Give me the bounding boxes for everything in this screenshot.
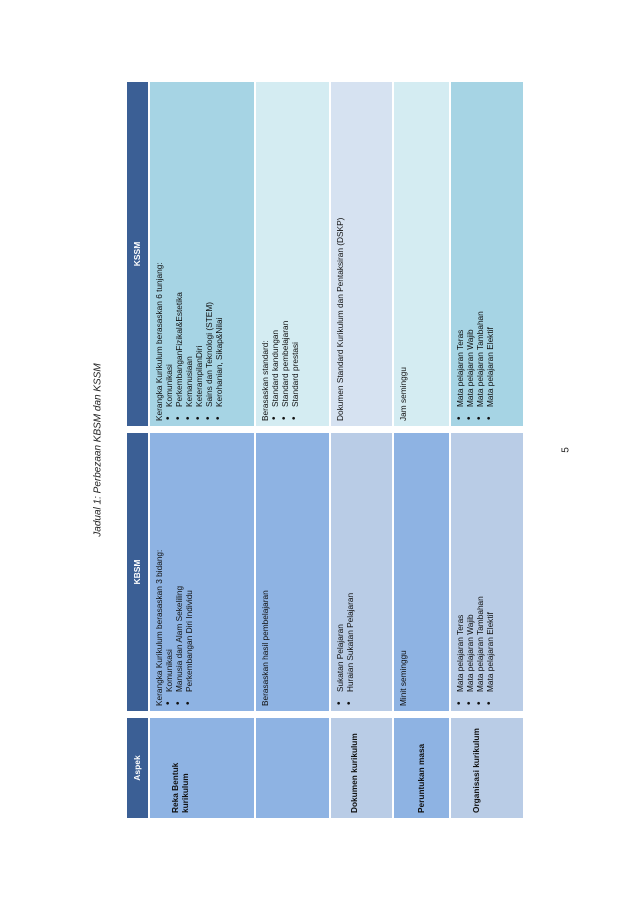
table-row <box>451 82 523 818</box>
comparison-table <box>127 82 523 818</box>
kssm-cell <box>394 82 449 426</box>
aspek-cell <box>451 718 523 818</box>
list-item: • Mata pelajaran Teras <box>455 438 465 692</box>
header-kbsm: KBSM <box>127 433 148 711</box>
list-item: • Standard pembelajaran <box>280 87 290 407</box>
kssm-list <box>270 87 300 421</box>
aspek-label: Organisasi kurikulum <box>471 728 481 813</box>
kbsm-intro: Berasaskan hasil pembelajaran <box>260 590 270 706</box>
aspek-cell <box>150 718 254 818</box>
kssm-list <box>164 87 224 421</box>
kbsm-list <box>335 438 355 706</box>
list-item: • Perkembangan Diri Individu <box>184 438 194 692</box>
table-caption: Jadual 1: Perbezaan KBSM dan KSSM <box>92 363 104 537</box>
list-item: • PerkembanganFizikal&Estetika <box>174 87 184 407</box>
page-number: 5 <box>560 447 572 453</box>
list-item: • Manusia dan Alam Sekeliling <box>174 438 184 692</box>
list-item: • KeterampilanDiri <box>194 87 204 407</box>
list-item: • Komunikasi <box>164 87 174 407</box>
kbsm-list <box>455 438 495 706</box>
list-item: • Mata pelajaran Wajib <box>465 87 475 407</box>
list-item: • Mata pelajaran Elektif <box>485 438 495 692</box>
kssm-intro: Dokumen Standard Kurikulum dan Pentaksiran (DSKP) <box>335 217 345 421</box>
kbsm-cell <box>451 433 523 711</box>
kssm-intro: Jam seminggu <box>398 367 408 421</box>
list-item: • Huraian Sukatan Pelajaran <box>345 438 355 692</box>
aspek-cell <box>256 718 329 818</box>
table-header-row <box>127 82 148 818</box>
table-row <box>394 82 449 818</box>
list-item: • Kemanusiaan <box>184 87 194 407</box>
table-row <box>256 82 329 818</box>
kbsm-cell <box>394 433 449 711</box>
kssm-cell <box>150 82 254 426</box>
list-item: • Komunikasi <box>164 438 174 692</box>
list-item: • Standard prestasi <box>290 87 300 407</box>
kbsm-cell <box>331 433 392 711</box>
aspek-cell <box>394 718 449 818</box>
kbsm-cell <box>256 433 329 711</box>
list-item: • Standard kandungan <box>270 87 280 407</box>
list-item: • Sukatan Pelajaran <box>335 438 345 692</box>
list-item: • Mata pelajaran Elektif <box>485 87 495 407</box>
kssm-intro: Kerangka Kurikulum berasaskan 6 tunjang: <box>154 262 164 421</box>
list-item: • Mata pelajaran Wajib <box>465 438 475 692</box>
header-kssm: KSSM <box>127 82 148 426</box>
aspek-label: Peruntukan masa <box>416 743 426 813</box>
list-item: • Mata pelajaran Teras <box>455 87 465 407</box>
kssm-cell <box>331 82 392 426</box>
kbsm-intro: Kerangka Kurikulum berasaskan 3 bidang: <box>154 549 164 706</box>
kssm-cell <box>256 82 329 426</box>
kssm-list <box>455 87 495 421</box>
list-item: • Sains dan Teknologi (STEM) <box>204 87 214 407</box>
kbsm-cell <box>150 433 254 711</box>
list-item: • Kerohanian, Sikap&Nilai <box>214 87 224 407</box>
aspek-label: Dokumen kurikulum <box>349 733 359 813</box>
kssm-cell <box>451 82 523 426</box>
kbsm-list <box>164 438 194 706</box>
list-item: • Mata pelajaran Tambahan <box>475 438 485 692</box>
table-row <box>150 82 254 818</box>
aspek-cell <box>331 718 392 818</box>
header-aspek: Aspek <box>127 718 148 818</box>
aspek-label: Reka Bentuk kurikulum <box>170 762 190 813</box>
table-row <box>331 82 392 818</box>
list-item: • Mata pelajaran Tambahan <box>475 87 485 407</box>
kbsm-intro: Minit seminggu <box>398 650 408 706</box>
kssm-intro: Berasaskan standard: <box>260 340 270 421</box>
